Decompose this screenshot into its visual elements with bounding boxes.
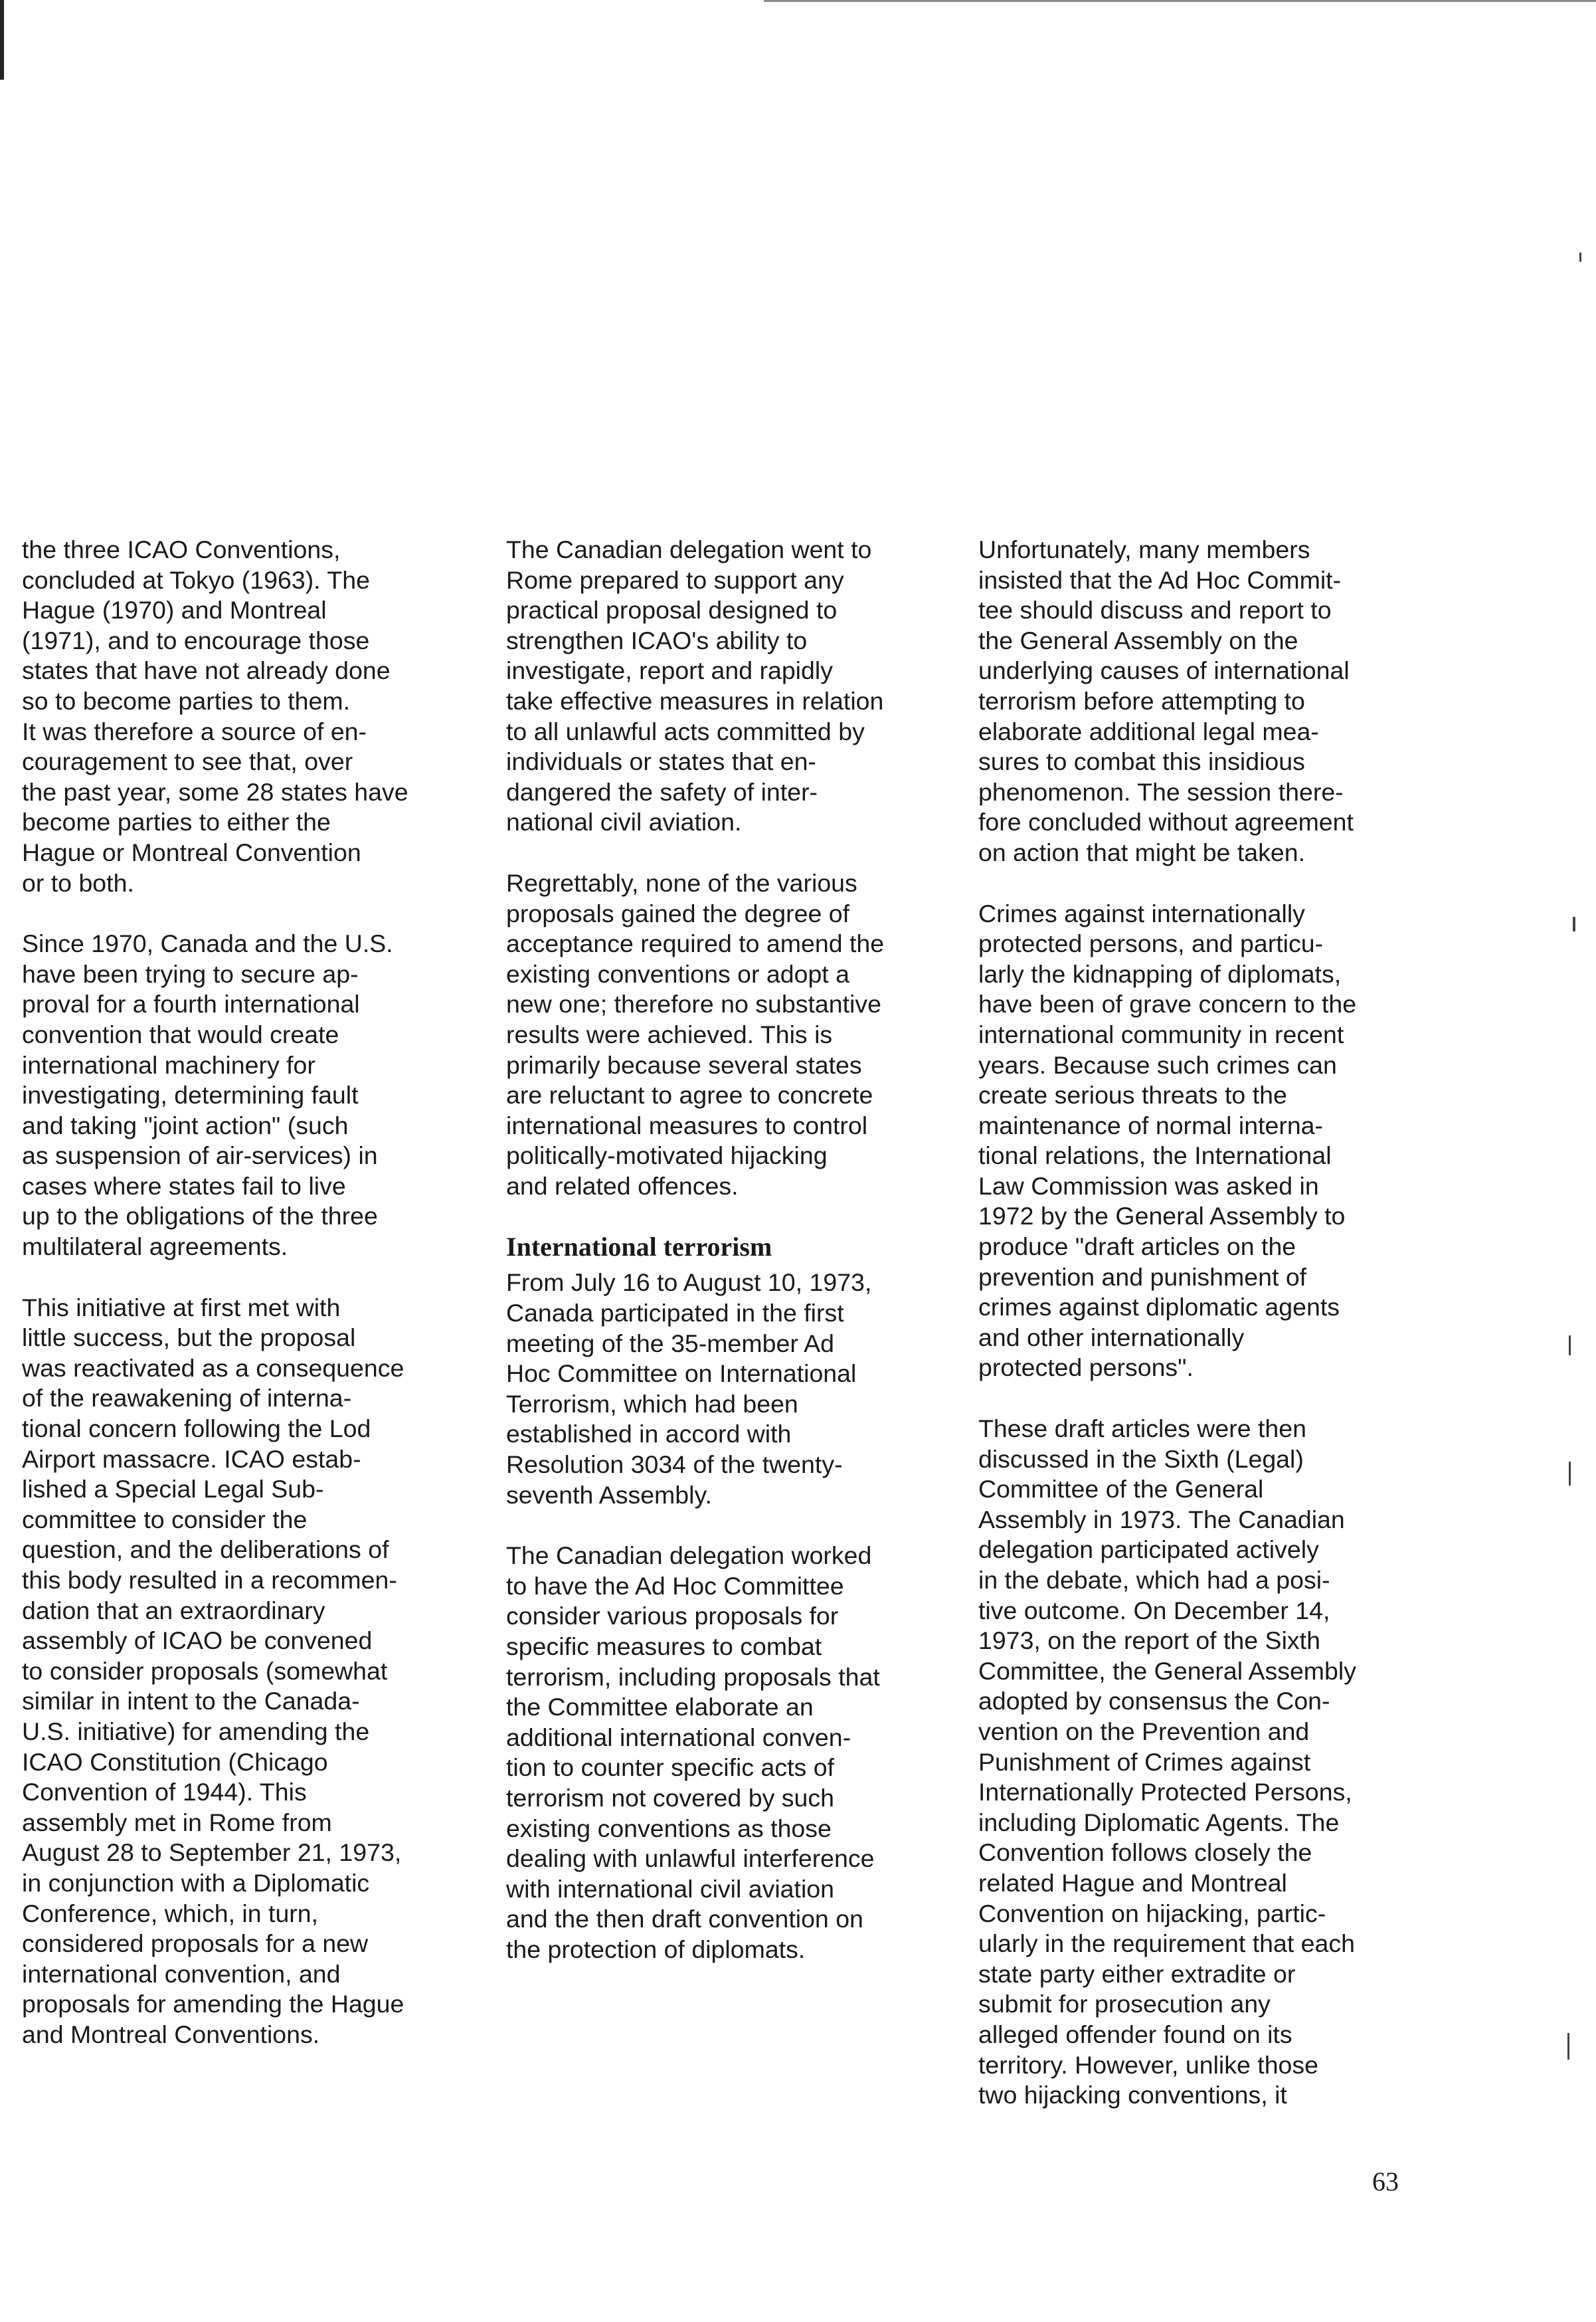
paragraph: These draft articles were then discussed in the Sixth (Legal) Committee of the General Assembly in 1973. The Canadian delegation participated actively in the debate, which had a posi- tive outcome. On December 14, 1973, on the report of the Sixth Committee, the General Assembly adopted by consensus the Con- vention on the Prevention and Punishment of Crimes against Internationally Protected Persons, including Diplomatic Agents. The Convention follows closely the related Hague and Montreal Convention on hijacking, partic- ularly in the requirement that each state party either extradite or submit for prosecution any alleged offender found on its territory. However, unlike those two hijacking conventions, it <box>978 1414 1356 2109</box>
paragraph: Unfortunately, many members insisted that the Ad Hoc Commit- tee should discuss and report to the General Assembly on the underlying causes of international terrorism before attempting to elaborate additional legal mea- sures to combat this insidious phenomenon. The session there- fore concluded without agreement on action that might be taken. <box>978 535 1354 866</box>
scan-speck <box>1567 2033 1569 2060</box>
paragraph: Crimes against internationally protected persons, and particu- larly the kidnapping of diplomats, have been of grave concern to the international community in recent years. Because such crimes can create serious threats to the maintenance of normal interna- tional relations, the International Law Commission was asked in 1972 by the General Assembly to produce "draft articles on the prevention and punishment of crimes against diplomatic agents and other internationally protected persons". <box>978 899 1357 1382</box>
paragraph: The Canadian delegation went to Rome prepared to support any practical proposal designed to strengthen ICAO's ability to investigate, report and rapidly take effective measures in relation to all unlawful acts committed by individuals or states that en- dangered the safety of inter- national civil aviation. <box>506 535 884 836</box>
scan-speck <box>1569 1335 1571 1355</box>
section-heading: International terrorism <box>506 1232 772 1262</box>
paragraph: From July 16 to August 10, 1973, Canada participated in the first meeting of the 35-member Ad Hoc Committee on International Terrorism, which had been established in accord with Resolution 3034 of the twenty- seventh Assembly. <box>506 1268 872 1509</box>
text-column-3 <box>978 535 1417 2141</box>
text-column-1 <box>22 535 460 2081</box>
scan-speck <box>1569 1462 1571 1486</box>
paragraph: the three ICAO Conventions, concluded at Tokyo (1963). The Hague (1970) and Montreal (1971), and to encourage those states that have not already done so to become parties to them. It was therefore a source of en- couragement to see that, over the past year, some 28 states have become parties to either the Hague or Montreal Convention or to both. <box>22 535 408 897</box>
scan-edge-top <box>764 0 1596 2</box>
paragraph: The Canadian delegation worked to have the Ad Hoc Committee consider various proposals for specific measures to combat terrorism, including proposals that the Committee elaborate an additional international conven- tion to counter specific acts of terrorism not covered by such existing conventions as those dealing with unlawful interference with international civil aviation and the then draft convention on the protection of diplomats. <box>506 1541 880 1963</box>
scan-edge-left <box>0 0 4 80</box>
paragraph: Regrettably, none of the various proposals gained the degree of acceptance required to amend the existing conventions or adopt a new one; therefore no substantive results were achieved. This is primarily because several states are reluctant to agree to concrete international measures to control politically-motivated hijacking and related offences. <box>506 868 885 1200</box>
paragraph: This initiative at first met with little success, but the proposal was reactivated as a consequence of the reawakening of interna- tional concern following the Lod Airport massacre. ICAO estab- lished a Special Legal Sub- committee to consider the question, and the deliberations of this body resulted in a recommen- dation that an extraordinary assembly of ICAO be convened to consider proposals (somewhat similar in intent to the Canada- U.S. initiative) for amending the ICAO Constitution (Chicago Convention of 1944). This assembly met in Rome from August 28 to September 21, 1973, in conjunction with a Diplomatic Conference, which, in turn, considered proposals for a new international convention, and proposals for amending the Hague and Montreal Conventions. <box>22 1293 404 2048</box>
page-number: 63 <box>1372 2167 1399 2196</box>
scan-speck <box>1573 917 1575 931</box>
paragraph: Since 1970, Canada and the U.S. have been trying to secure ap- proval for a fourth international convention that would create international machinery for investigating, determining fault and taking "joint action" (such as suspension of air-services) in cases where states fail to live up to the obligations of the three multilateral agreements. <box>22 929 393 1261</box>
scan-speck <box>1579 252 1581 262</box>
text-column-2 <box>506 535 944 1996</box>
